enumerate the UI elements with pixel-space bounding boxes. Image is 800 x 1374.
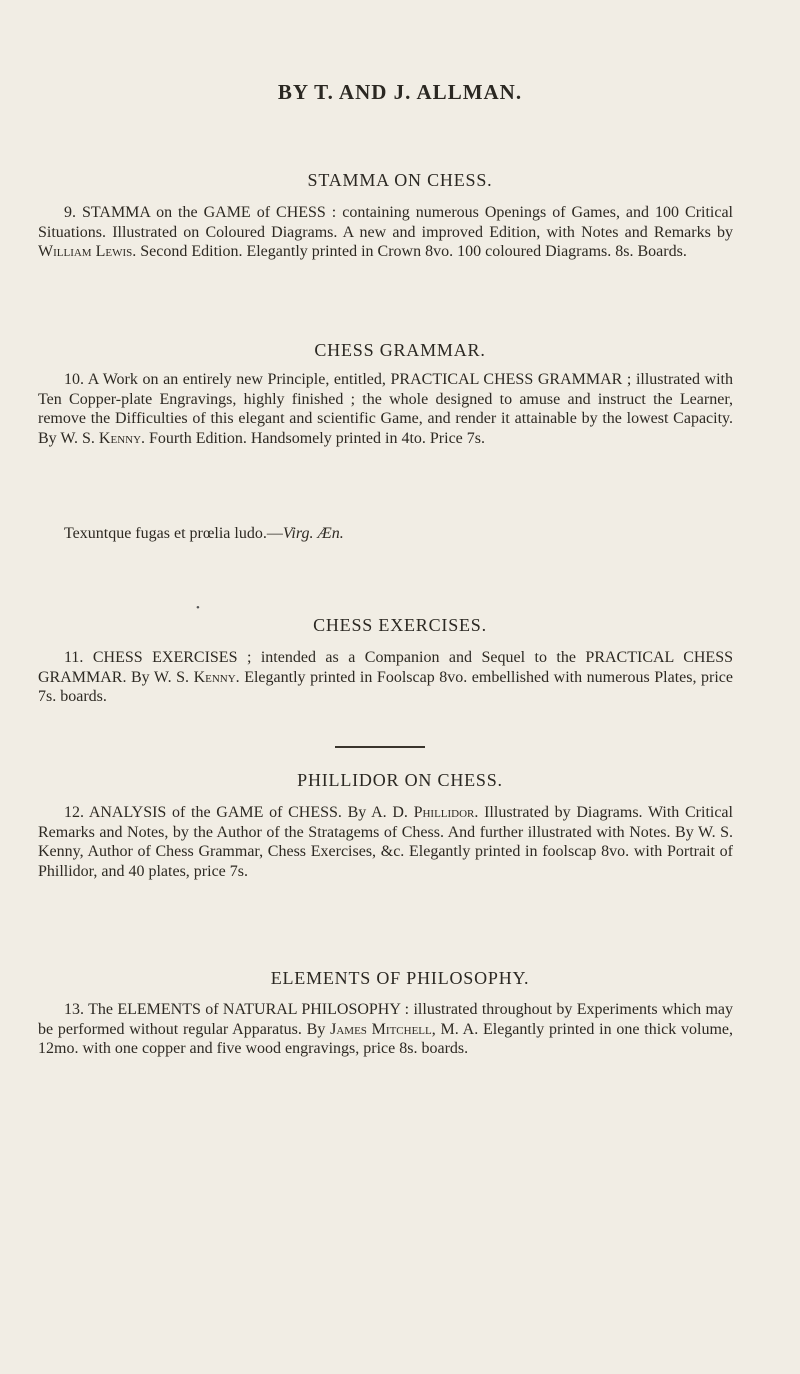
entry-author: Kenny	[98, 429, 142, 447]
section-divider-rule	[335, 746, 425, 748]
entry-phillidor	[38, 803, 733, 881]
motto-source: Virg. Æn.	[282, 525, 344, 542]
entry-number: 11.	[64, 649, 84, 666]
section-title-chess-grammar: CHESS GRAMMAR.	[314, 340, 486, 360]
entry-author: Phillidor	[413, 804, 475, 821]
entry-body: The ELEMENTS of NATURAL PHILOSOPHY : illustrated throughout by Experiments which may be performed without regular Apparatus. By	[38, 1001, 733, 1038]
entry-chess-exercises	[38, 648, 733, 707]
ink-speck: •	[196, 602, 200, 614]
section-title-elements-philosophy: ELEMENTS OF PHILOSOPHY.	[270, 968, 530, 988]
entry-elements-philosophy	[38, 1000, 733, 1059]
entry-stamma	[38, 203, 733, 262]
section-title-phillidor: PHILLIDOR ON CHESS.	[297, 770, 503, 790]
entry-number: 13.	[64, 1001, 84, 1018]
entry-body: CHESS EXERCISES ; intended as a Companion and Sequel to the PRACTICAL CHESS GRAMMAR. By W. S.	[38, 649, 734, 686]
publisher-header: BY T. AND J. ALLMAN.	[277, 80, 523, 104]
entry-body: A Work on an entirely new Principle, entitled, PRACTICAL CHESS GRAMMAR ; illustrated with Ten Copper-plate Engravings, highly finished ; the whole designed to amuse and instruct the Learner, remove the Difficulties of this elegant and scientific Game, and render it attainable by the lowest Capacity. By W. S.	[38, 371, 733, 447]
entry-author: Kenny	[193, 668, 236, 686]
entry-body-end: . Illustrated by Diagrams. With Critical Remarks and Notes, by the Author of the Stratagems of Chess. And further illustrated with Notes. By W. S. Kenny, Author of Chess Grammar, Chess Exercises, &c. Elegantly printed in foolscap 8vo. with Portrait of Phillidor, and 40 plates, price 7s.	[38, 804, 733, 880]
section-title-chess-exercises: CHESS EXERCISES.	[313, 615, 487, 635]
entry-body-end: . Elegantly printed in Foolscap 8vo. embellished with numerous Plates, price 7s. boards.	[38, 668, 734, 705]
latin-motto	[64, 525, 704, 543]
entry-number: 9.	[64, 204, 76, 221]
entry-chess-grammar	[38, 370, 733, 448]
entry-number: 10.	[64, 371, 84, 388]
motto-text: Texuntque fugas et prœlia ludo.—	[64, 525, 283, 542]
section-title-stamma: STAMMA ON CHESS.	[307, 170, 493, 190]
entry-body: ANALYSIS of the GAME of CHESS. By A. D.	[88, 804, 414, 821]
entry-body: STAMMA on the GAME of CHESS : containing numerous Openings of Games, and 100 Critical Situations. Illustrated on Coloured Diagrams. A new and improved Edition, with Notes and Remarks by	[38, 204, 734, 241]
entry-number: 12.	[64, 804, 84, 821]
entry-author: William Lewis	[38, 243, 133, 260]
entry-body-end: , M. A. Elegantly printed in one thick volume, 12mo. with one copper and five wood engravings, price 8s. boards.	[38, 1020, 734, 1057]
entry-body-end: . Second Edition. Elegantly printed in Crown 8vo. 100 coloured Diagrams. 8s. Boards.	[132, 243, 687, 260]
entry-author: James Mitchell	[330, 1020, 432, 1038]
entry-body-end: . Fourth Edition. Handsomely printed in 4to. Price 7s.	[141, 429, 485, 447]
